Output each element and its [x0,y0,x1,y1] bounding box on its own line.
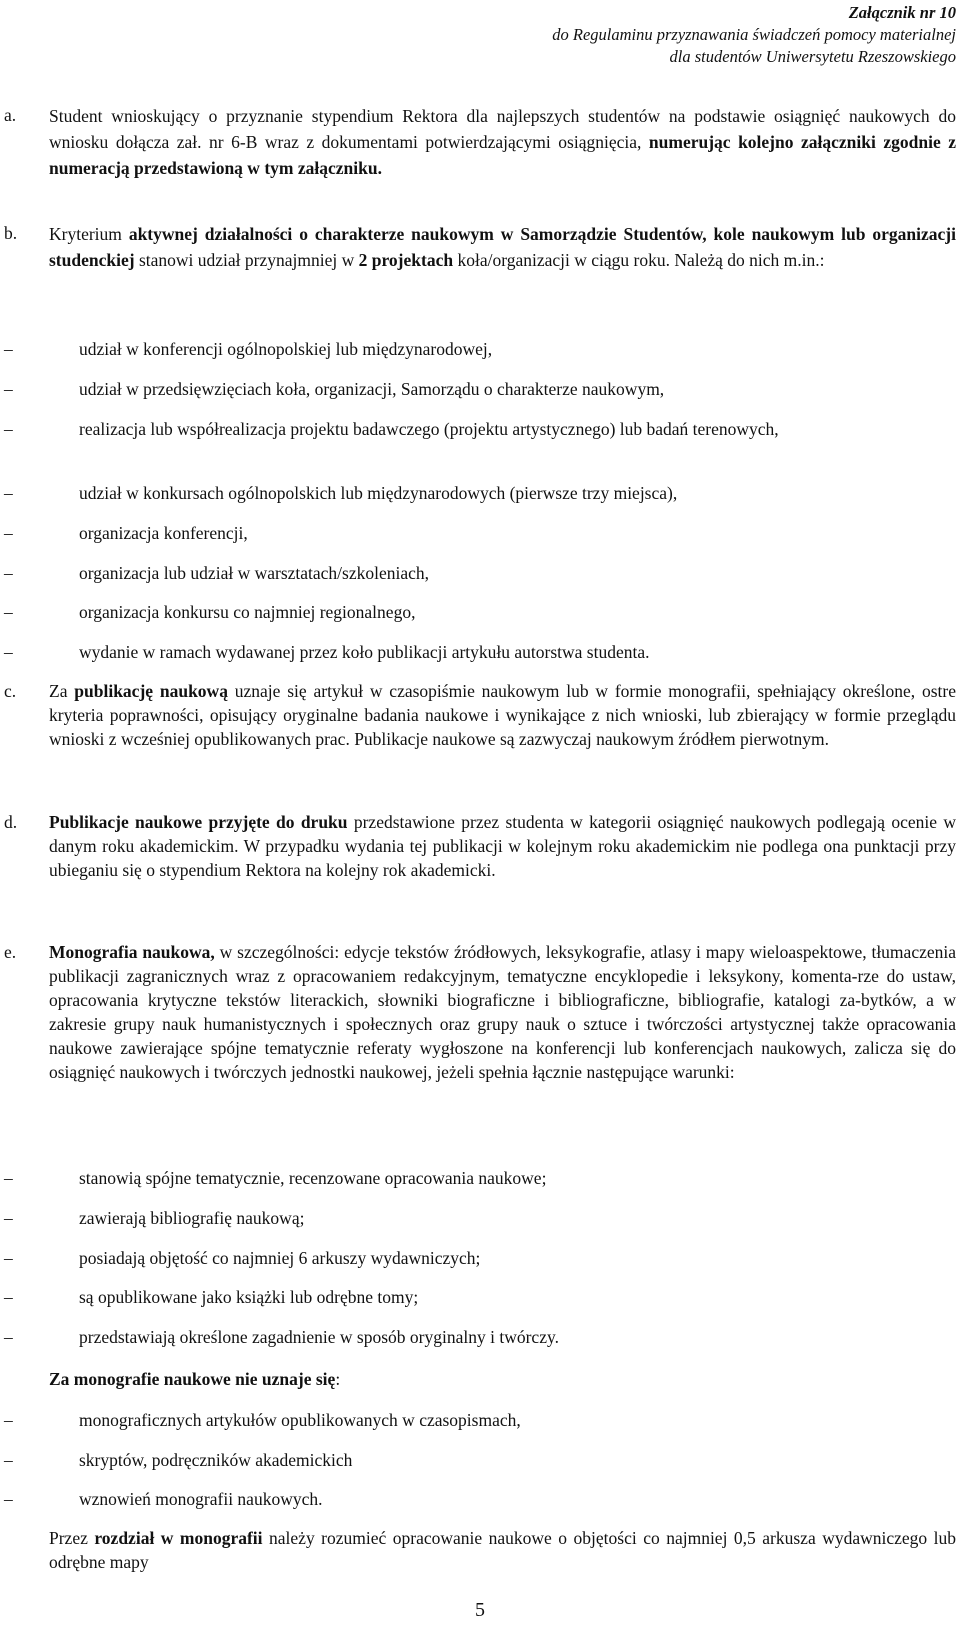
list-item [4,561,956,585]
list-item-text: organizacja konferencji, [79,523,248,543]
list-item-text: są opublikowane jako książki lub odrębne tomy; [79,1287,419,1307]
list-item-text: zawierają bibliografię naukową; [79,1208,305,1228]
dash-bullet: – [4,1327,13,1347]
dash-bullet: – [4,1450,13,1470]
item-d-label: d. [4,812,18,832]
list-item [4,377,956,401]
list-item-text: udział w konferencji ogólnopolskiej lub międzynarodowej, [79,339,493,359]
item-e-label: e. [4,942,17,962]
list-item [4,1285,956,1309]
dash-bullet: – [4,642,13,662]
list-item [4,417,956,441]
item-b-text-2: stanowi udział przynajmniej w [134,250,359,270]
item-c-text-2: uznaje się artykuł w czasopiśmie naukowym lub w formie monografii, spełniający określone, ostre kryteria poprawności, opisujący oryginalne badania naukowe i wynikające z nich wnioski, lub zbierający w formie przeglądu wnioski z wcześniej opublikowanych prac. Publikacje naukowe są zazwyczaj naukowym źródłem pierwotnym. [49,681,957,749]
list-item-text: skryptów, podręczników akademickich [79,1450,353,1470]
not-monograph-bold: Za monografie naukowe nie uznaje się [49,1369,336,1389]
not-monograph-colon: : [335,1369,341,1389]
dash-bullet: – [4,1489,13,1509]
list-item-text: wydanie w ramach wydawanej przez koło publikacji artykułu autorstwa studenta. [79,642,650,662]
item-a-text-1: Student wnioskujący o przyznanie stypendium Rektora dla najlepszych studentów na podstawie osiągnięć naukowych do wniosku dołącza zał. nr 6-B wraz z dokumentami potwierdzającymi osiągnięcia, [49,106,956,152]
item-c-text [49,679,956,751]
list-item-text: przedstawiają określone zagadnienie w sposób oryginalny i twórczy. [79,1327,559,1347]
chapter-text-1: Przez [49,1528,95,1548]
item-a [4,103,956,181]
item-b-label: b. [4,223,18,243]
item-a-label: a. [4,105,17,125]
list-item-text: organizacja konkursu co najmniej regionalnego, [79,602,416,622]
item-d [4,810,956,882]
dash-bullet: – [4,419,13,439]
list-item-text: udział w konkursach ogólnopolskich lub międzynarodowych (pierwsze trzy miejsca), [79,483,678,503]
list-item-text: udział w przedsięwzięciach koła, organizacji, Samorządu o charakterze naukowym, [79,379,665,399]
page-number: 5 [475,1599,485,1621]
annex-title: Załącznik nr 10 [848,3,956,22]
document-header [552,2,956,68]
dash-bullet: – [4,483,13,503]
item-d-text-1: przedstawione przez studenta w kategorii osiągnięć naukowych podlegają ocenie w danym roku akademickim. W przypadku wydania tej publikacji w kolejnym roku akademickim nie podlega ona punktacji przy ubieganiu się o stypendium Rektora na kolejny rok akademicki. [49,812,956,880]
not-monograph-heading [49,1367,956,1391]
list-item [4,1448,956,1472]
item-b-text [49,221,956,273]
list-item [4,337,956,361]
list-item [4,1206,956,1230]
list-item [4,640,956,664]
item-c [4,679,956,751]
item-e-text-1: w szczególności: edycje tekstów źródłowych, leksykografie, atlasy i mapy wieloaspektowe, tłumaczenia publikacji zagranicznych wraz z opracowaniem redakcyjnym, tematyczne encyklopedie i leksykony, komenta-rze do ustaw, opracowania krytyczne tekstów literackich, słowniki biograficzne i bibliograficzne, bibliografie, katalogi za-bytków, a w zakresie grupy nauk humanistycznych i społecznych oraz grupy nauk o sztuce i twórczości artystycznej także opracowania naukowe zawierające spójne tematycznie referaty wygłoszone na konferencji lub konferencjach naukowych, zalicza się do osiągnięć naukowych i twórczych jednostki naukowej, jeżeli spełnia łącznie następujące warunki: [49,942,956,1082]
list-item [4,1325,956,1349]
dash-bullet: – [4,1208,13,1228]
dash-bullet: – [4,563,13,583]
list-item-text: organizacja lub udział w warsztatach/szkoleniach, [79,563,430,583]
annex-subtitle-1: do Regulaminu przyznawania świadczeń pomocy materialnej [552,25,956,44]
item-b [4,221,956,273]
item-a-text [49,103,956,181]
item-b-text-1: Kryterium [49,224,129,244]
dash-bullet: – [4,1248,13,1268]
item-e [4,940,956,1084]
chapter-text-2: należy rozumieć opracowanie naukowe o objętości co najmniej 0,5 arkusza wydawniczego lub odrębne mapy [49,1528,956,1572]
dash-bullet: – [4,1168,13,1188]
list-item [4,1246,956,1270]
item-d-bold: Publikacje naukowe przyjęte do druku [49,812,348,832]
annex-subtitle-2: dla studentów Uniwersytetu Rzeszowskiego [669,47,956,66]
list-item-text: stanowią spójne tematycznie, recenzowane opracowania naukowe; [79,1168,547,1188]
item-e-bold: Monografia naukowa, [49,942,215,962]
chapter-definition [49,1526,956,1574]
list-item [4,1166,956,1190]
list-item-text: posiadają objętość co najmniej 6 arkuszy wydawniczych; [79,1248,481,1268]
chapter-bold: rozdział w monografii [94,1528,263,1548]
dash-bullet: – [4,1410,13,1430]
item-c-text-1: Za [49,681,75,701]
item-d-text [49,810,956,882]
item-c-bold: publikację naukową [74,681,228,701]
list-item [4,1408,956,1432]
item-e-text [49,940,956,1084]
dash-bullet: – [4,339,13,359]
item-a-bold: numerując kolejno załączniki zgodnie z numeracją przedstawioną w tym załączniku. [49,132,957,178]
list-item [4,521,956,545]
item-b-bold-2: 2 projektach [358,250,454,270]
dash-bullet: – [4,602,13,622]
list-item [4,600,956,624]
dash-bullet: – [4,523,13,543]
list-item-text: realizacja lub współrealizacja projektu badawczego (projektu artystycznego) lub badań terenowych, [79,419,779,439]
item-b-text-3: koła/organizacji w ciągu roku. Należą do nich m.in.: [453,250,825,270]
dash-bullet: – [4,379,13,399]
dash-bullet: – [4,1287,13,1307]
list-item [4,481,956,505]
item-c-label: c. [4,681,17,701]
item-b-bold-1: aktywnej działalności o charakterze naukowym w Samorządzie Studentów, kole naukowym lub organizacji studenckiej [49,224,956,270]
list-item-text: wznowień monografii naukowych. [79,1489,323,1509]
list-item [4,1487,956,1511]
list-item-text: monograficznych artykułów opublikowanych w czasopismach, [79,1410,521,1430]
